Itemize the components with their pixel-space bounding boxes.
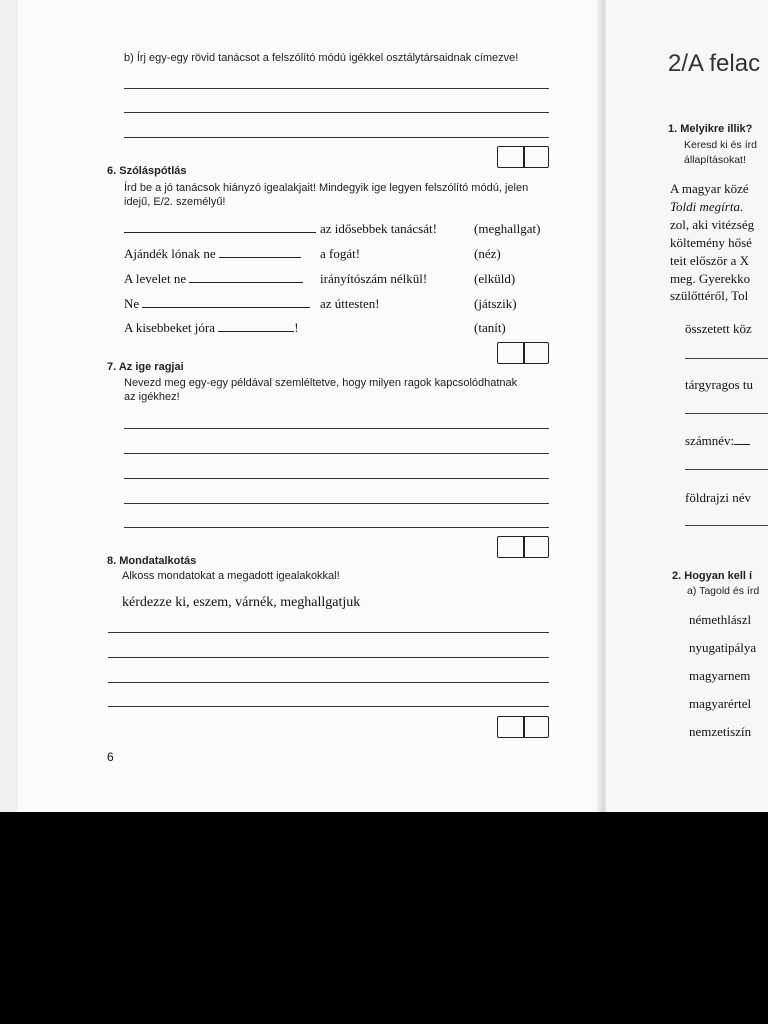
answer-line[interactable]: [685, 358, 768, 359]
page-number: 6: [107, 750, 114, 764]
fill-row-after: az úttesten!: [320, 296, 380, 311]
verb-hint: (játszik): [474, 296, 517, 311]
answer-line[interactable]: [124, 428, 549, 429]
right-page: [606, 0, 768, 812]
fill-row: [124, 221, 316, 237]
task8-instruction: Alkoss mondatokat a megadott igealakokkal!: [122, 570, 340, 582]
fill-row-after: a fogát!: [320, 246, 361, 261]
right-text-line: költemény hősé: [670, 235, 752, 250]
right-prompt: összetett köz: [685, 321, 752, 336]
right-word: nyugatipálya: [689, 640, 757, 655]
fill-blank[interactable]: [219, 246, 301, 258]
right-task2-heading: 2. Hogyan kell í: [672, 570, 753, 582]
verb-hint: (elküld): [474, 271, 516, 286]
answer-line[interactable]: [108, 632, 549, 633]
answer-line[interactable]: [124, 137, 549, 138]
verb-hint: (meghallgat): [474, 221, 541, 236]
answer-line[interactable]: [685, 525, 768, 526]
task8-heading: 8. Mondatalkotás: [107, 555, 197, 567]
verb-hint: (néz): [474, 246, 501, 261]
left-page: [18, 0, 601, 812]
answer-line[interactable]: [124, 112, 549, 113]
answer-line[interactable]: [685, 469, 768, 470]
task6-heading: 6. Szóláspótlás: [107, 165, 187, 177]
fill-row: Ajándék lónak ne: [124, 246, 301, 262]
fill-row: A levelet ne: [124, 271, 303, 287]
answer-line[interactable]: [108, 706, 549, 707]
answer-line[interactable]: [124, 503, 549, 504]
answer-line[interactable]: [124, 453, 549, 454]
answer-line[interactable]: [124, 527, 549, 528]
task7-instruction-1: Nevezd meg egy-egy példával szemléltetve, hogy milyen ragok kapcsolódhatnak: [124, 377, 518, 389]
task6-instruction-1: Írd be a jó tanácsok hiányzó igealakjait! Mindegyik ige legyen felszólító módú, jelen: [124, 182, 529, 194]
right-word: magyarértel: [689, 696, 752, 711]
right-word: magyarnem: [689, 668, 751, 683]
right-prompt: tárgyragos tu: [685, 377, 753, 392]
fill-row: Ne: [124, 296, 310, 312]
scanner-background: [0, 812, 768, 1024]
right-text-line: A magyar közé: [670, 181, 749, 196]
task8-words: kérdezze ki, eszem, várnék, meghallgatjuk: [122, 595, 361, 610]
right-prompt: számnév:: [685, 432, 750, 450]
right-text-line: szülőttéről, Tol: [670, 288, 749, 303]
score-box[interactable]: [497, 342, 549, 364]
score-box[interactable]: [497, 536, 549, 558]
right-task2-sub: a) Tagold és írd: [687, 585, 760, 597]
fill-blank[interactable]: [142, 296, 310, 308]
fill-row-after: irányítószám nélkül!: [320, 271, 428, 286]
task7-heading: 7. Az ige ragjai: [107, 361, 184, 373]
task6-instruction-2: idejű, E/2. személyű!: [124, 196, 226, 208]
fill-row-after: az idősebbek tanácsát!: [320, 221, 437, 236]
right-task1-heading: 1. Melyikre illik?: [668, 123, 753, 135]
fill-blank[interactable]: [189, 271, 303, 283]
right-task1-sub-2: állapításokat!: [684, 154, 746, 166]
right-prompt: földrajzi név: [685, 490, 752, 505]
right-page-title: 2/A felac: [668, 50, 761, 77]
right-text-line: meg. Gyerekko: [670, 271, 751, 286]
right-text-line: Toldi megírta.: [670, 199, 744, 214]
answer-line[interactable]: [124, 478, 549, 479]
fill-row: A kisebbeket jóra !: [124, 320, 299, 335]
task7-instruction-2: az igékhez!: [124, 391, 180, 403]
verb-hint: (tanít): [474, 320, 506, 335]
right-task1-sub-1: Keresd ki és írd: [684, 139, 757, 151]
task-b-instruction: b) Írj egy-egy rövid tanácsot a felszólító módú igékkel osztálytársaidnak címezve!: [124, 52, 519, 64]
score-box[interactable]: [497, 716, 549, 738]
answer-line[interactable]: [108, 682, 549, 683]
right-word: nemzetiszín: [689, 724, 752, 739]
fill-blank[interactable]: [218, 320, 294, 332]
right-text-line: teit először a X: [670, 253, 750, 268]
right-word: némethlászl: [689, 612, 752, 627]
answer-line[interactable]: [124, 88, 549, 89]
answer-line[interactable]: [108, 657, 549, 658]
fill-blank[interactable]: [124, 221, 316, 233]
right-text-line: zol, aki vitézség: [670, 217, 755, 232]
answer-line[interactable]: [685, 413, 768, 414]
score-box[interactable]: [497, 146, 549, 168]
